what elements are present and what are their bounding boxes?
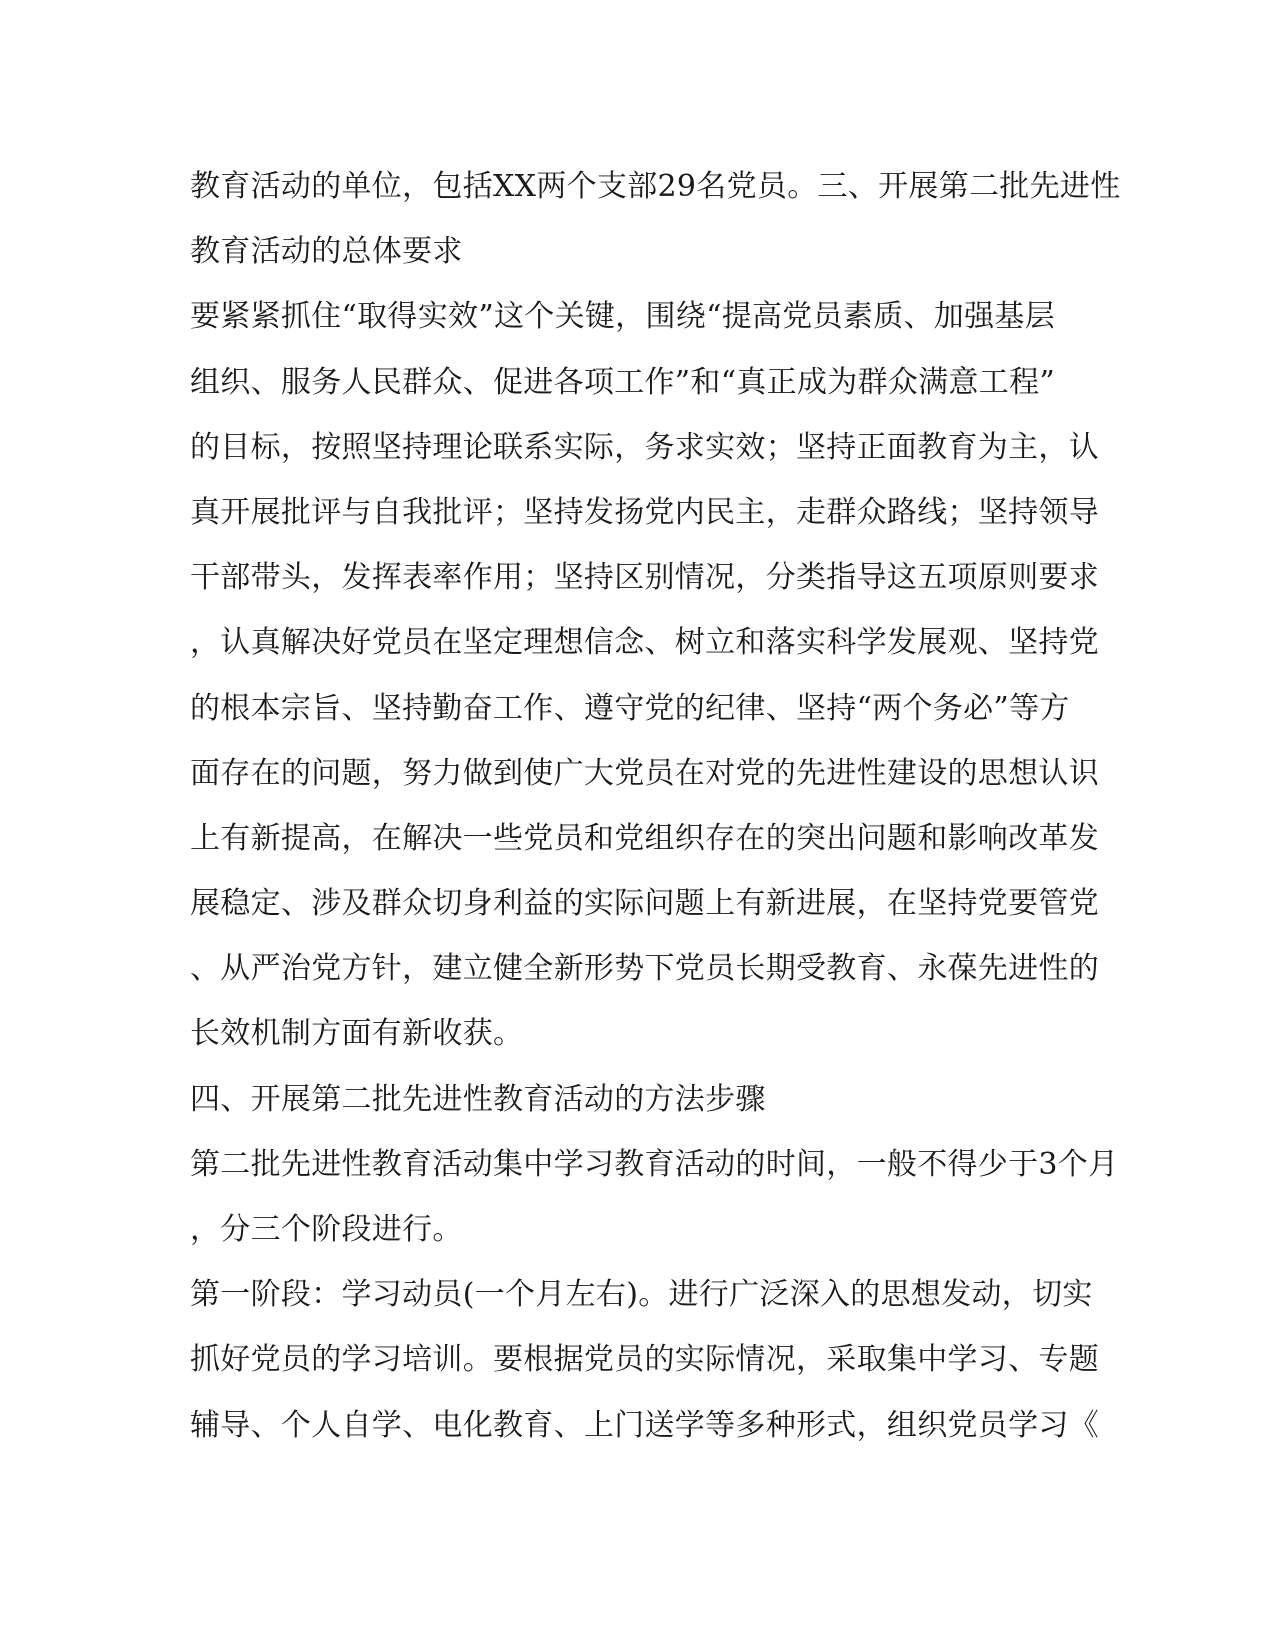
text-line: 的目标，按照坚持理论联系实际，务求实效；坚持正面教育为主，认 <box>190 429 1099 465</box>
text-line: 的根本宗旨、坚持勤奋工作、遵守党的纪律、坚持“两个务必”等方 <box>190 690 1070 726</box>
text-line: 要紧紧抓住“取得实效”这个关键，围绕“提高党员素质、加强基层 <box>190 299 1056 335</box>
text-line: 组织、服务人民群众、促进各项工作”和“真正成为群众满意工程” <box>190 364 1056 400</box>
section-heading: 四、开展第二批先进性教育活动的方法步骤 <box>190 1081 766 1117</box>
text-line: 教育活动的单位，包括XX两个支部29名党员。三、开展第二批先进性 <box>190 169 1121 204</box>
text-line: 干部带头，发挥表率作用；坚持区别情况，分类指导这五项原则要求 <box>190 560 1099 596</box>
text-line: 教育活动的总体要求 <box>190 234 463 270</box>
text-line: ，认真解决好党员在坚定理想信念、树立和落实科学发展观、坚持党 <box>190 625 1099 661</box>
text-line: 、从严治党方针，建立健全新形势下党员长期受教育、永葆先进性的 <box>190 951 1099 987</box>
text-line: 展稳定、涉及群众切身利益的实际问题上有新进展，在坚持党要管党 <box>190 886 1099 922</box>
text-line: 抓好党员的学习培训。要根据党员的实际情况，采取集中学习、专题 <box>190 1342 1099 1378</box>
body-text <box>190 154 1121 1458</box>
text-line: 辅导、个人自学、电化教育、上门送学等多种形式，组织党员学习《 <box>190 1407 1099 1443</box>
text-line: 长效机制方面有新收获。 <box>190 1016 524 1052</box>
text-line: 第二批先进性教育活动集中学习教育活动的时间，一般不得少于3个月 <box>190 1146 1119 1182</box>
text-line: 面存在的问题，努力做到使广大党员在对党的先进性建设的思想认识 <box>190 755 1099 791</box>
text-line: 真开展批评与自我批评；坚持发扬党内民主，走群众路线；坚持领导 <box>190 494 1099 530</box>
text-line: 第一阶段：学习动员(一个月左右)。进行广泛深入的思想发动，切实 <box>190 1277 1093 1313</box>
text-line: ，分三个阶段进行。 <box>190 1212 463 1247</box>
text-line: 上有新提高，在解决一些党员和党组织存在的突出问题和影响改革发 <box>190 820 1099 856</box>
